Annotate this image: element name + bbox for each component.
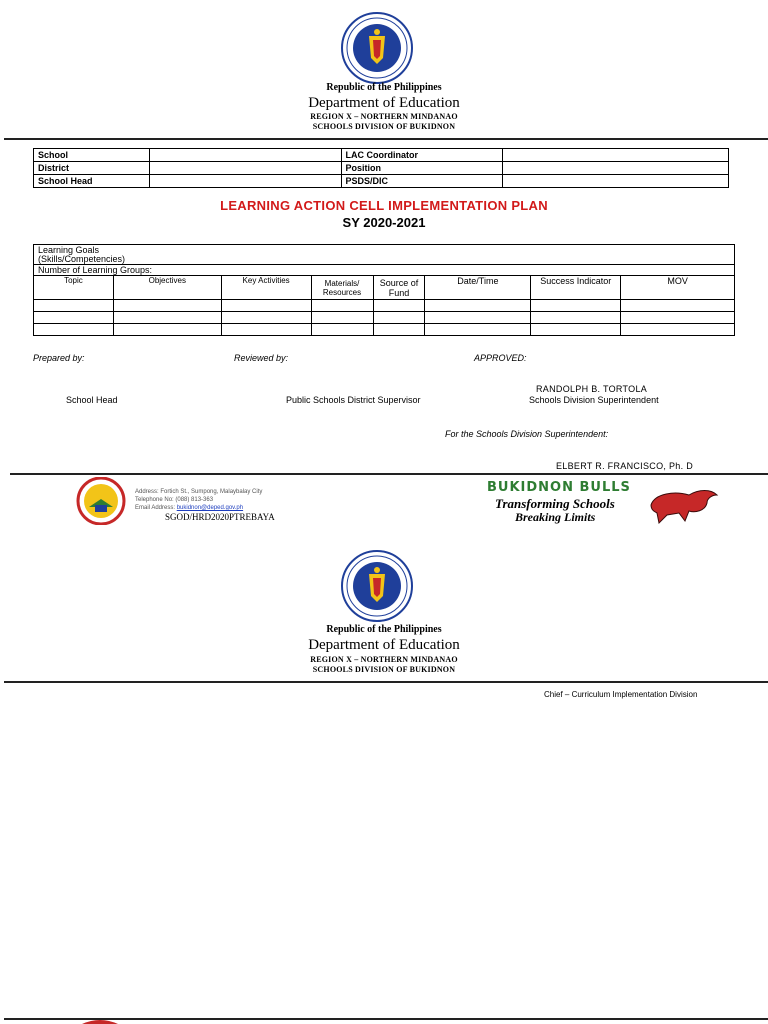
table-cell[interactable] — [373, 300, 425, 312]
footer-address: Address: Fortich St., Sumpong, Malaybalay City — [135, 489, 263, 495]
column-header-source-of-fund: Source of Fund — [373, 276, 425, 300]
table-cell[interactable] — [34, 312, 114, 324]
header-divider — [4, 681, 768, 683]
table-cell[interactable] — [373, 324, 425, 336]
table-cell[interactable] — [621, 312, 735, 324]
school-label: School — [34, 149, 150, 162]
school-head-field[interactable] — [149, 175, 341, 188]
footer-email-line — [135, 504, 243, 512]
document-code: SGOD/HRD2020PTREBAYA — [165, 512, 275, 522]
position-label: Position — [341, 162, 503, 175]
table-cell[interactable] — [221, 300, 311, 312]
slogan-line-1: Transforming Schools — [495, 496, 615, 511]
approved-label: APPROVED: — [474, 353, 527, 363]
reviewed-by-label: Reviewed by: — [234, 353, 289, 363]
table-row — [34, 312, 735, 324]
school-info-table — [33, 148, 729, 188]
table-row — [34, 149, 729, 162]
table-cell[interactable] — [34, 300, 114, 312]
region-text: REGION X – NORTHERN MINDANAO — [310, 655, 458, 664]
republic-text: Republic of the Philippines — [326, 624, 442, 635]
footer-email-link[interactable]: bukidnon@deped.gov.ph — [176, 505, 244, 511]
division-logo-icon — [75, 477, 127, 525]
cid-chief-title: Chief – Curriculum Implementation Division — [544, 690, 698, 699]
school-year: SY 2020-2021 — [342, 215, 426, 230]
department-title: Department of Education — [308, 637, 460, 653]
learning-groups-cell[interactable]: Number of Learning Groups: — [34, 265, 735, 276]
table-row — [34, 300, 735, 312]
table-row — [34, 265, 735, 276]
lac-coordinator-field[interactable] — [503, 149, 729, 162]
plan-title: LEARNING ACTION CELL IMPLEMENTATION PLAN — [220, 198, 548, 213]
psds-signatory: Public Schools District Supervisor — [286, 395, 421, 405]
sds-name: RANDOLPH B. TORTOLA — [536, 384, 648, 394]
slogan-line-2: Breaking Limits — [515, 510, 596, 524]
position-field[interactable] — [503, 162, 729, 175]
republic-text: Republic of the Philippines — [326, 82, 442, 93]
oic-name: ELBERT R. FRANCISCO, Ph. D — [556, 461, 693, 471]
bukidnon-bulls-brand — [487, 479, 727, 529]
table-header-row — [34, 276, 735, 300]
header-divider — [4, 138, 768, 140]
table-cell[interactable] — [221, 312, 311, 324]
table-cell[interactable] — [531, 324, 621, 336]
school-head-label: School Head — [34, 175, 150, 188]
table-cell[interactable] — [221, 324, 311, 336]
region-text: REGION X – NORTHERN MINDANAO — [310, 112, 458, 121]
table-cell[interactable] — [311, 324, 373, 336]
table-cell[interactable] — [621, 324, 735, 336]
table-cell[interactable] — [425, 300, 531, 312]
table-cell[interactable] — [113, 300, 221, 312]
deped-seal-icon — [341, 550, 413, 622]
implementation-plan-table — [33, 244, 735, 336]
deped-seal-icon — [341, 12, 413, 84]
psds-dic-field[interactable] — [503, 175, 729, 188]
table-row — [34, 175, 729, 188]
page-3-divider — [4, 1018, 768, 1020]
column-header-mov: MOV — [621, 276, 735, 300]
footer-telephone: Telephone No: (088) 813-363 — [135, 497, 214, 503]
column-header-success-indicator: Success Indicator — [531, 276, 621, 300]
division-text: SCHOOLS DIVISION OF BUKIDNON — [312, 122, 456, 131]
table-cell[interactable] — [373, 312, 425, 324]
footer-email-label: Email Address: — [135, 505, 176, 511]
district-field[interactable] — [149, 162, 341, 175]
lac-coordinator-label: LAC Coordinator — [341, 149, 503, 162]
table-row — [34, 245, 735, 265]
district-label: District — [34, 162, 150, 175]
table-row — [34, 162, 729, 175]
division-text: SCHOOLS DIVISION OF BUKIDNON — [312, 665, 456, 674]
table-cell[interactable] — [425, 324, 531, 336]
learning-goals-cell[interactable] — [34, 245, 735, 265]
table-cell[interactable] — [531, 300, 621, 312]
table-cell[interactable] — [34, 324, 114, 336]
table-cell[interactable] — [311, 300, 373, 312]
table-row — [34, 324, 735, 336]
brand-name: BUKIDNON BULLS — [487, 480, 631, 495]
psds-dic-label: PSDS/DIC — [341, 175, 503, 188]
sds-title: Schools Division Superintendent — [529, 395, 659, 405]
competencies-label: (Skills/Competencies) — [38, 254, 126, 264]
school-head-signatory: School Head — [66, 395, 118, 405]
footer-divider — [10, 473, 768, 475]
school-field[interactable] — [149, 149, 341, 162]
table-cell[interactable] — [531, 312, 621, 324]
column-header-materials: Materials/ Resources — [311, 276, 373, 300]
prepared-by-label: Prepared by: — [33, 353, 85, 363]
table-cell[interactable] — [311, 312, 373, 324]
division-logo-icon — [82, 1019, 118, 1024]
column-header-topic: Topic — [34, 276, 114, 300]
table-cell[interactable] — [425, 312, 531, 324]
table-cell[interactable] — [113, 312, 221, 324]
for-sds-label: For the Schools Division Superintendent: — [445, 429, 609, 439]
column-header-date-time: Date/Time — [425, 276, 531, 300]
column-header-objectives: Objectives — [113, 276, 221, 300]
column-header-key-activities: Key Activities — [221, 276, 311, 300]
table-cell[interactable] — [621, 300, 735, 312]
department-title: Department of Education — [308, 95, 460, 111]
bull-icon — [645, 483, 721, 525]
learning-goals-label: Learning Goals — [38, 245, 100, 255]
table-cell[interactable] — [113, 324, 221, 336]
